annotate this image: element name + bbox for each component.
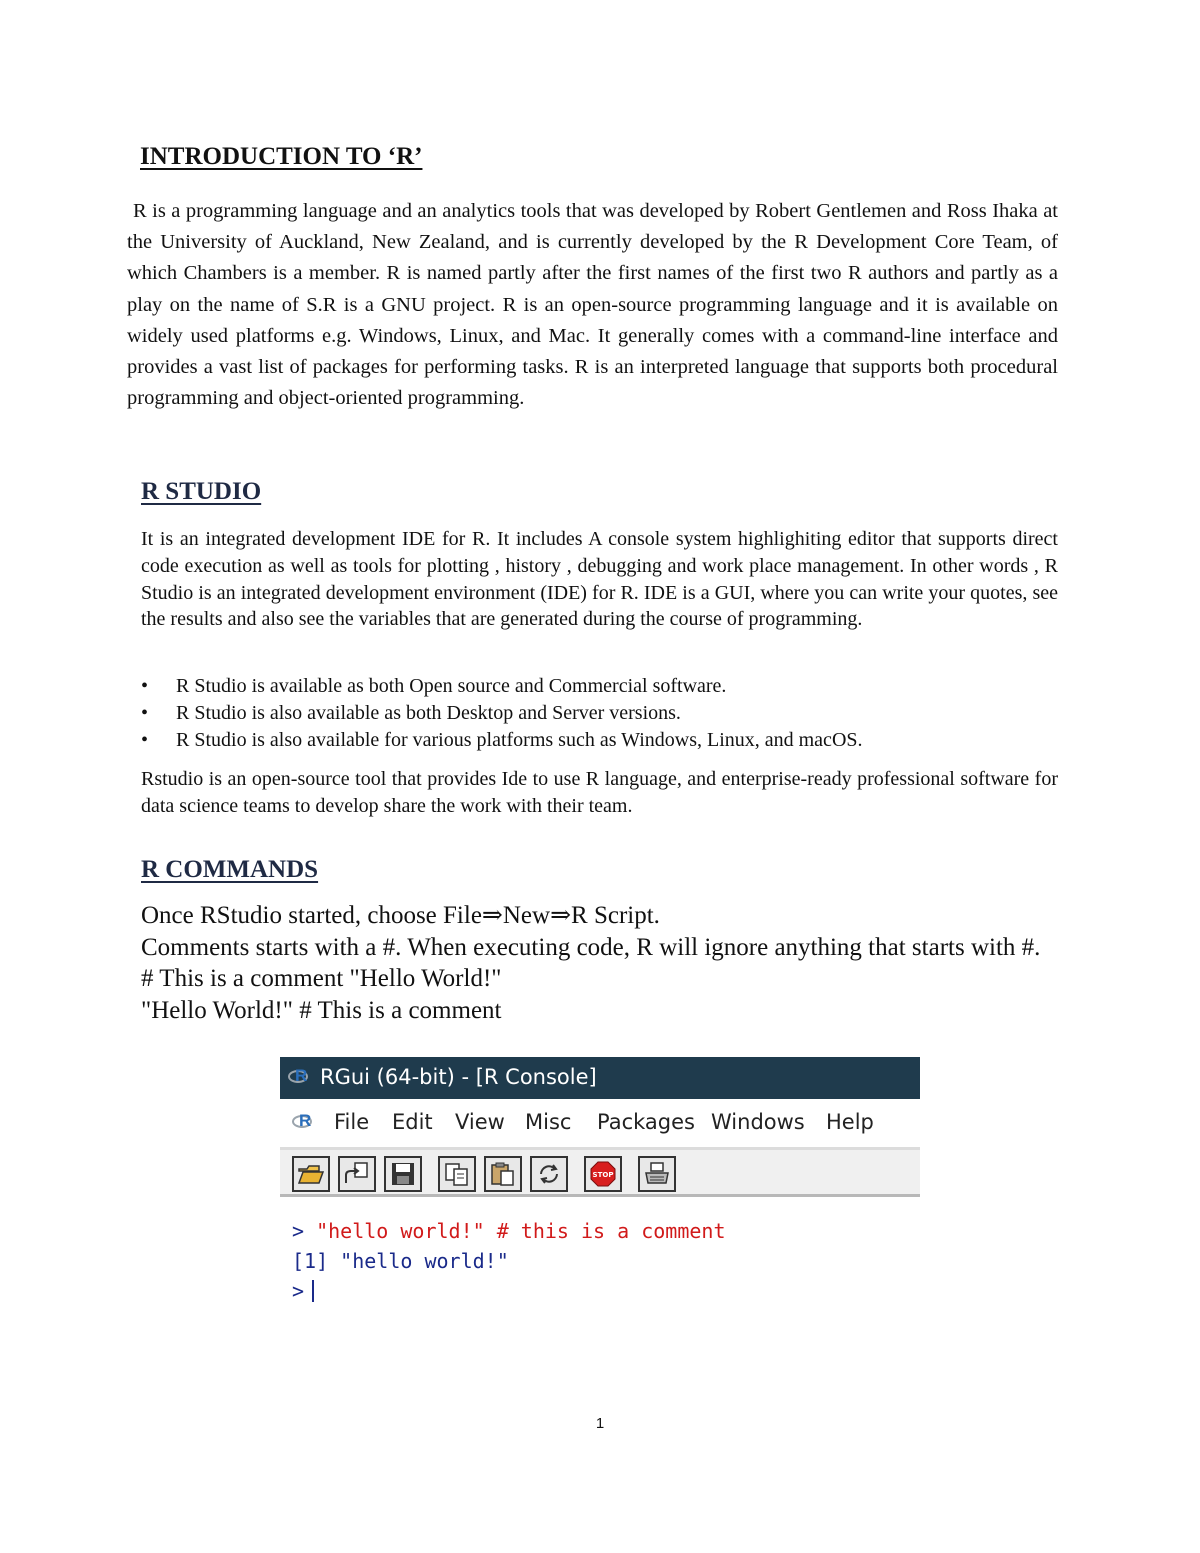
console-output-value: "hello world!" (340, 1249, 509, 1273)
menu-misc[interactable]: Misc (525, 1110, 572, 1134)
stop-icon-label: STOP (592, 1171, 614, 1179)
commands-text (141, 900, 1058, 1026)
menu-packages[interactable]: Packages (597, 1110, 695, 1134)
list-item (141, 673, 1058, 700)
intro-paragraph-text: R is a programming language and an analytics tools that was developed by Robert Gentlemen and Ross Ihaka at the University of Auckland, New Zealand, and is currently developed by the R Development Core Team, of which Chambers is a member. R is named partly after the first names of the first two R authors and partly as a play on the name of S.R is a GNU project. R is an open-source programming language and it is available on widely used platforms e.g. Windows, Linux, and Mac. It generally comes with a command-line interface and provides a vast list of packages for performing tasks. R is an interpreted language that supports both procedural programming and object-oriented programming. (127, 200, 1058, 410)
commands-line: Once RStudio started, choose File⇒New⇒R Script. (141, 902, 660, 929)
console-input-line (292, 1219, 726, 1243)
intro-heading: INTRODUCTION TO ‘R’ (140, 143, 423, 170)
menu-view[interactable]: View (455, 1110, 505, 1134)
commands-heading: R COMMANDS (141, 856, 319, 883)
rgui-titlebar (280, 1057, 920, 1099)
rgui-menubar (280, 1099, 920, 1147)
bullet-icon: • (141, 675, 149, 697)
rstudio-closing-paragraph: Rstudio is an open-source tool that provides Ide to use R language, and enterprise-ready professional software for data science teams to develop share the work with their team. (141, 768, 1058, 817)
console-input: "hello world!" # this is a comment (316, 1219, 726, 1243)
console-output-index: [1] (292, 1249, 329, 1273)
menu-help[interactable]: Help (826, 1110, 874, 1134)
rstudio-heading: R STUDIO (141, 478, 262, 505)
console-prompt: > (292, 1219, 305, 1243)
intro-paragraph (127, 196, 1058, 414)
list-item (141, 700, 1058, 727)
menu-file[interactable]: File (334, 1110, 370, 1134)
page-number: 1 (595, 1415, 605, 1432)
rgui-title: RGui (64-bit) - [R Console] (320, 1065, 597, 1089)
save-icon[interactable] (384, 1156, 422, 1192)
open-folder-icon[interactable] (292, 1156, 330, 1192)
commands-line: "Hello World!" # This is a comment (141, 996, 502, 1024)
text-cursor (312, 1280, 314, 1302)
load-workspace-icon[interactable] (338, 1156, 376, 1192)
commands-line: # This is a comment "Hello World!" (141, 965, 502, 992)
menu-windows[interactable]: Windows (711, 1110, 805, 1134)
r-logo-icon: R (288, 1068, 310, 1086)
rstudio-bullet-list (141, 673, 1058, 754)
menu-edit[interactable]: Edit (392, 1110, 433, 1134)
list-item (141, 727, 1058, 754)
bullet-text: R Studio is available as both Open source and Commercial software. (176, 675, 727, 697)
rgui-console[interactable] (280, 1205, 920, 1317)
print-icon[interactable] (638, 1156, 676, 1192)
stop-icon[interactable] (584, 1156, 622, 1192)
rgui-toolbar (280, 1147, 920, 1197)
commands-line: Comments starts with a #. When executing code, R will ignore anything that starts with #. (141, 933, 1041, 961)
r-menu-icon[interactable]: R (292, 1113, 314, 1131)
bullet-icon: • (141, 702, 149, 724)
bullet-text: R Studio is also available for various platforms such as Windows, Linux, and macOS. (176, 729, 863, 751)
console-prompt: > (292, 1279, 305, 1303)
console-prompt-line[interactable] (292, 1279, 314, 1303)
copy-icon[interactable] (438, 1156, 476, 1192)
rstudio-paragraph: It is an integrated development IDE for R. It includes A console system highlighiting editor that supports direct code execution as well as tools for plotting , history , debugging and work place management. In other words , R Studio is an integrated development environment (IDE) for R. IDE is a GUI, where you can write your quotes, see the results and also see the variables that are generated during the course of programming. (141, 528, 1058, 631)
paste-icon[interactable] (484, 1156, 522, 1192)
rgui-screenshot (280, 1057, 920, 1317)
refresh-icon[interactable] (530, 1156, 568, 1192)
console-output-line (292, 1249, 509, 1273)
bullet-icon: • (141, 729, 149, 751)
bullet-text: R Studio is also available as both Desktop and Server versions. (176, 702, 681, 724)
